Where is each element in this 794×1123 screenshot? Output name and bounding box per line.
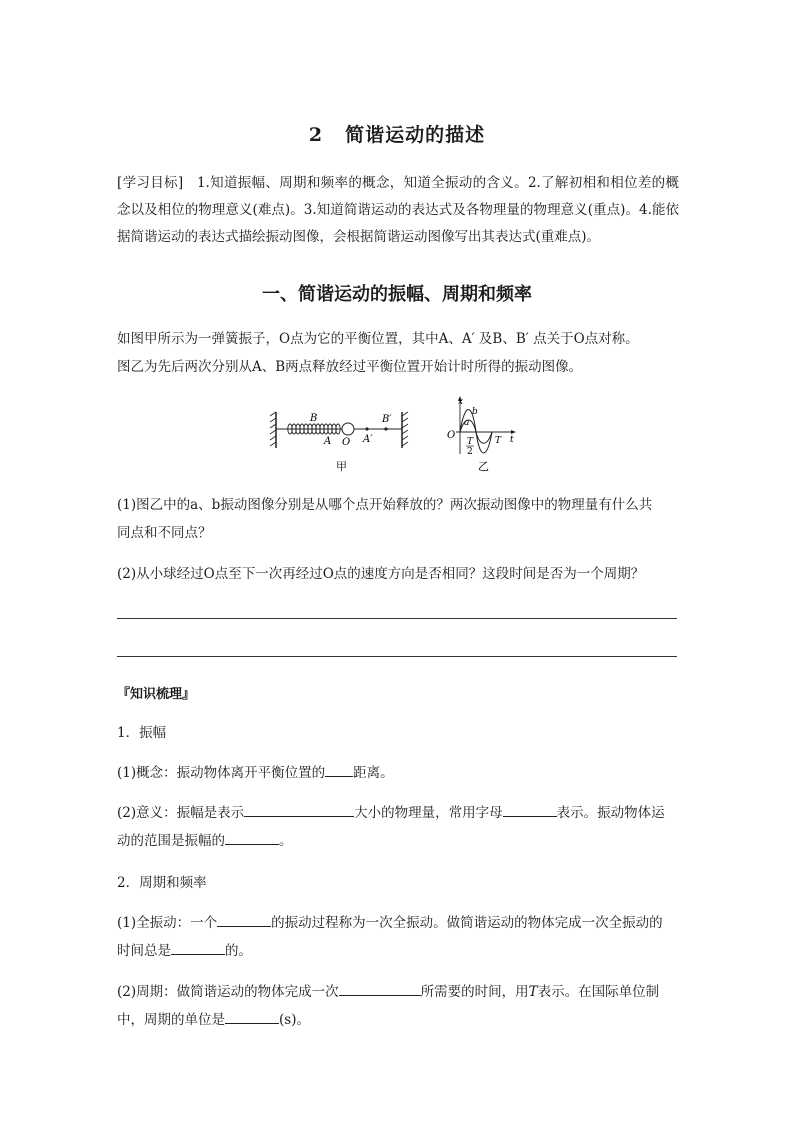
item-2-title: 2．周期和频率 [117, 875, 207, 891]
knowledge-tag: 『知识梳理』 [117, 687, 196, 702]
title-number: 2 [308, 124, 324, 146]
learning-objectives [117, 170, 679, 251]
figure-label-yi: 乙 [478, 460, 489, 473]
label-A: A [324, 436, 332, 447]
item-1-meaning-line-2 [117, 827, 679, 855]
figure-svg [262, 394, 532, 476]
graph-label-T-half-den: 2 [467, 447, 473, 457]
graph-label-x: x [458, 397, 464, 407]
question-1-line-1: (1)图乙中的a、b振动图像分别是从哪个点开始释放的？两次振动图像中的物理量有什么共 [117, 497, 653, 513]
graph-label-T: T [495, 436, 502, 446]
item-1-meaning-text: (2)意义：振幅是表示 [117, 805, 245, 821]
blank-amplitude-symbol[interactable] [503, 802, 557, 817]
item-2-full-line-2 [117, 937, 679, 965]
item-1-meaning-text-4: 动的范围是振幅的 [117, 833, 225, 849]
item-2-period-line-2 [117, 1006, 679, 1034]
item-2-full-text-2: 的振动过程称为一次全振动。做简谐运动的物体完成一次全振动的 [271, 915, 663, 931]
answer-line-1[interactable] [117, 618, 677, 619]
question-2: (2)从小球经过O点至下一次再经过O点的速度方向是否相同？这段时间是否为一个周期？ [117, 566, 645, 582]
item-2-period-text-3: 表示。在国际单位制 [537, 984, 660, 1000]
blank-range-multiple[interactable] [225, 830, 279, 845]
label-B: B [310, 413, 318, 424]
answer-line-2[interactable] [117, 656, 677, 657]
item-1-meaning-text-3: 表示。振动物体运 [556, 805, 665, 821]
figure-label-jia: 甲 [336, 460, 347, 473]
graph-label-T-half-num: T [467, 437, 474, 447]
objectives-text: 1.知道振幅、周期和频率的概念，知道全振动的含义。2.了解初相和相位差的概念以及相位的物理意义(难点)。3.知道简谐运动的表达式及各物理量的物理意义(重点)。4.能依据简谐运动的表达式描绘振动图像，会根据简谐运动图像写出其表达式(重难点)。 [117, 175, 679, 245]
oscillator-ball [342, 423, 354, 435]
item-2-full-text: (1)全振动：一个 [117, 915, 218, 931]
intro-line-1: 如图甲所示为一弹簧振子，O点为它的平衡位置，其中A、A′ 及B、B′ 点关于O点对称。 [117, 331, 639, 347]
label-B-prime: B′ [382, 414, 392, 425]
label-A-prime: A′ [363, 434, 373, 445]
vibration-graph [447, 396, 516, 473]
question-1-line-2: 同点和不同点？ [117, 525, 212, 541]
graph-label-O: O [447, 430, 456, 441]
item-2-period-text-2: 所需要的时间，用 [420, 984, 529, 1000]
item-2-period-text-4: 中，周期的单位是 [117, 1012, 225, 1028]
graph-label-b: b [472, 407, 478, 417]
spring-oscillator-figure [262, 394, 532, 476]
item-1-meaning-line-1 [117, 799, 679, 827]
item-2-period-tail: (s)。 [279, 1012, 310, 1028]
title-text: 简谐运动的描述 [345, 124, 486, 146]
objectives-label: [学习目标] [117, 175, 184, 191]
item-1-meaning-tail: 。 [279, 833, 293, 849]
item-1-concept [117, 759, 679, 787]
blank-period-unit[interactable] [225, 1009, 279, 1024]
graph-label-a: a [464, 418, 470, 428]
intro-line-2: 图乙为先后两次分别从A、B两点释放经过平衡位置开始计时所得的振动图像。 [117, 359, 583, 375]
graph-label-t: t [510, 435, 514, 445]
blank-period-event[interactable] [339, 981, 421, 996]
item-1-concept-text: (1)概念：振动物体离开平衡位置的 [117, 765, 326, 781]
item-2-period-text: (2)周期：做简谐运动的物体完成一次 [117, 984, 339, 1000]
section-heading: 一、简谐运动的振幅、周期和频率 [262, 284, 532, 305]
item-2-period-symbol: T [528, 984, 538, 1000]
label-O: O [342, 437, 351, 448]
item-1-title: 1．振幅 [117, 725, 167, 741]
item-2-full-text-3: 时间总是 [117, 943, 171, 959]
blank-amplitude-meaning[interactable] [244, 802, 354, 817]
item-1-concept-tail: 距离。 [353, 765, 394, 781]
blank-distance[interactable] [325, 762, 353, 777]
blank-full-vibration[interactable] [217, 912, 271, 927]
item-2-full-tail: 的。 [225, 943, 252, 959]
blank-full-time[interactable] [171, 940, 225, 955]
item-2-full-line-1 [117, 909, 679, 937]
spring-diagram [270, 412, 408, 473]
item-2-period-line-1 [117, 978, 679, 1006]
item-1-meaning-text-2: 大小的物理量，常用字母 [354, 805, 503, 821]
page-title [0, 120, 794, 147]
